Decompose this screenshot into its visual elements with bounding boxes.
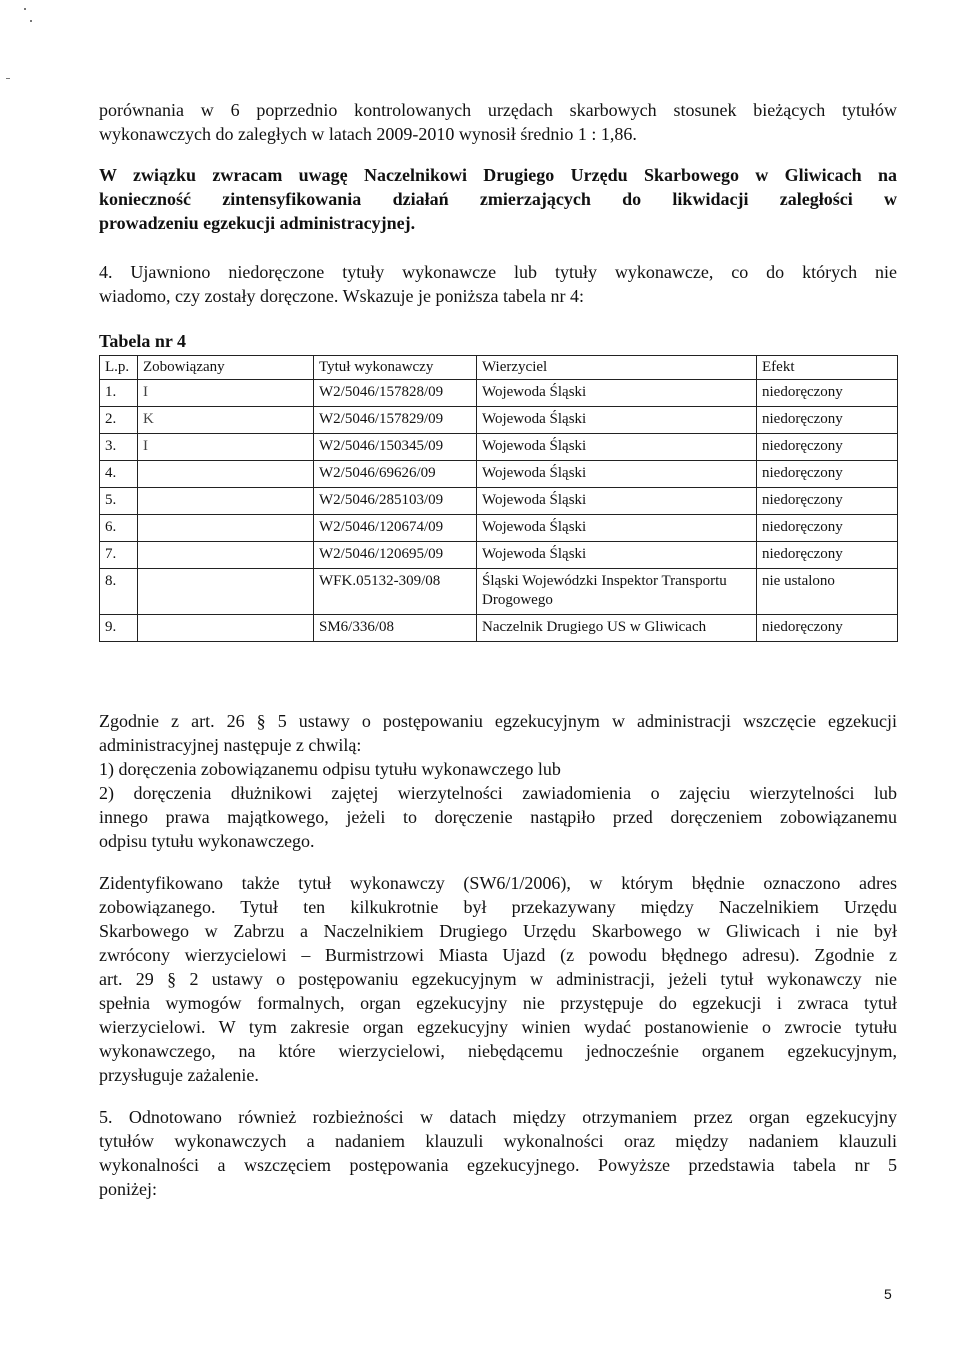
cell-creditor: Wojewoda Śląski [477,515,757,542]
text-line: 1) doręczenia zobowiązanemu odpisu tytułu wykonawczego lub [99,759,561,779]
cell-obligor [138,515,314,542]
identified-paragraph [99,871,897,1087]
cell-obligor [138,615,314,642]
text-line: zobowiązanego. Tytuł ten kilkukrotnie był przekazywany między Naczelnikiem Urzędu [99,897,897,917]
cell-obligor: I [138,380,314,407]
text-line: art. 29 § 2 ustawy o postępowaniu egzekucyjnym w administracji, jeżeli tytuł wykonawczy nie [99,969,897,989]
header-cell-lp: L.p. [100,356,138,380]
table-4 [99,355,898,642]
text-line: innego prawa majątkowego, jeżeli to doręczenie nastąpiło przed doręczeniem zobowiązanemu [99,807,897,827]
cell-effect: niedoręczony [757,434,898,461]
intro-paragraph [99,98,897,146]
text-line: zwrócony wierzycielowi – Burmistrzowi Miasta Ujazd (z powodu błędnego adresu). Zgodnie z [99,945,897,965]
cell-creditor: Wojewoda Śląski [477,488,757,515]
table-row [100,542,898,569]
text-line: wykonalności a wszczęciem postępowania egzekucyjnego. Powyższe przedstawia tabela nr 5 [99,1155,897,1175]
cell-lp: 2. [100,407,138,434]
text-line: wiadomo, czy zostały doręczone. Wskazuje je poniższa tabela nr 4: [99,286,584,306]
cell-title: W2/5046/120674/09 [314,515,477,542]
page-number: 5 [884,1286,892,1302]
table-row [100,461,898,488]
text-line: tytułów wykonawczych a nadaniem klauzuli wykonalności oraz między nadaniem klauzuli [99,1131,897,1151]
text-line: 4. Ujawniono niedoręczone tytuły wykonawcze lub tytuły wykonawcze, co do których nie [99,262,897,282]
cell-effect: nie ustalono [757,569,898,615]
legal-paragraph [99,709,897,853]
cell-creditor: Wojewoda Śląski [477,542,757,569]
table-row [100,515,898,542]
cell-effect: niedoręczony [757,488,898,515]
cell-effect: niedoręczony [757,615,898,642]
text-line: 2) doręczenia dłużnikowi zajętej wierzytelności zawiadomienia o zajęciu wierzytelności lub [99,783,897,803]
cell-lp: 1. [100,380,138,407]
text-line: prowadzeniu egzekucji administracyjnej. [99,213,416,233]
table-header-row [100,356,898,380]
cell-title: W2/5046/69626/09 [314,461,477,488]
table-row [100,569,898,615]
cell-title: W2/5046/150345/09 [314,434,477,461]
cell-title: WFK.05132-309/08 [314,569,477,615]
text-line: Zidentyfikowano także tytuł wykonawczy (SW6/1/2006), w którym błędnie oznaczono adres [99,873,897,893]
table-row [100,488,898,515]
cell-creditor: Naczelnik Drugiego US w Gliwicach [477,615,757,642]
cell-effect: niedoręczony [757,461,898,488]
cell-lp: 4. [100,461,138,488]
text-line: W związku zwracam uwagę Naczelnikowi Drugiego Urzędu Skarbowego w Gliwicach na [99,165,897,185]
text-line: Zgodnie z art. 26 § 5 ustawy o postępowaniu egzekucyjnym w administracji wszczęcie egzekucji [99,711,897,731]
text-line: konieczność zintensyfikowania działań zmierzających do likwidacji zaległości w [99,189,897,209]
cell-obligor: K [138,407,314,434]
cell-effect: niedoręczony [757,407,898,434]
text-line: porównania w 6 poprzednio kontrolowanych urzędach skarbowych stosunek bieżących tytułów [99,100,897,120]
cell-effect: niedoręczony [757,515,898,542]
header-cell-creditor: Wierzyciel [477,356,757,380]
cell-title: W2/5046/120695/09 [314,542,477,569]
cell-creditor: Wojewoda Śląski [477,461,757,488]
cell-lp: 9. [100,615,138,642]
cell-lp: 7. [100,542,138,569]
point-4-paragraph [99,260,897,308]
table-row [100,434,898,461]
table-title: Tabela nr 4 [99,331,187,351]
cell-obligor [138,542,314,569]
text-line: wierzycielowi. W tym zakresie organ egzekucyjny winien wydać postanowienie o zwrocie tytułu [99,1017,897,1037]
cell-title: W2/5046/285103/09 [314,488,477,515]
cell-creditor: Wojewoda Śląski [477,434,757,461]
table-row [100,407,898,434]
point-5-paragraph [99,1105,897,1201]
cell-effect: niedoręczony [757,542,898,569]
cell-title: W2/5046/157828/09 [314,380,477,407]
scan-speck [30,20,32,22]
cell-obligor [138,569,314,615]
text-line: administracyjnej następuje z chwilą: [99,735,362,755]
cell-creditor: Śląski Wojewódzki Inspektor Transportu Drogowego [477,569,757,615]
cell-lp: 6. [100,515,138,542]
header-cell-effect: Efekt [757,356,898,380]
text-line: spełnia wymogów formalnych, organ egzekucyjny nie przystępuje do egzekucji i zwraca tytuł [99,993,897,1013]
cell-creditor: Wojewoda Śląski [477,407,757,434]
text-line: poniżej: [99,1179,157,1199]
text-line: wykonawczego, na które wierzycielowi, niebędącemu jednocześnie organem egzekucyjnym, [99,1041,897,1061]
text-line: Skarbowego w Zabrzu a Naczelnikiem Drugiego Urzędu Skarbowego w Gliwicach i nie był [99,921,897,941]
text-line: przysługuje zażalenie. [99,1065,259,1085]
cell-lp: 8. [100,569,138,615]
cell-lp: 5. [100,488,138,515]
scan-speck [6,78,10,79]
attention-paragraph [99,163,897,235]
cell-obligor [138,461,314,488]
cell-effect: niedoręczony [757,380,898,407]
cell-obligor: I [138,434,314,461]
cell-lp: 3. [100,434,138,461]
cell-title: W2/5046/157829/09 [314,407,477,434]
table-row [100,615,898,642]
text-line: 5. Odnotowano również rozbieżności w datach między otrzymaniem przez organ egzekucyjny [99,1107,897,1127]
header-cell-title: Tytuł wykonawczy [314,356,477,380]
scan-speck [24,8,26,10]
cell-title: SM6/336/08 [314,615,477,642]
text-line: odpisu tytułu wykonawczego. [99,831,315,851]
table-row [100,380,898,407]
text-line: wykonawczych do zaległych w latach 2009-2010 wynosił średnio 1 : 1,86. [99,124,637,144]
cell-obligor [138,488,314,515]
header-cell-obligor: Zobowiązany [138,356,314,380]
cell-creditor: Wojewoda Śląski [477,380,757,407]
